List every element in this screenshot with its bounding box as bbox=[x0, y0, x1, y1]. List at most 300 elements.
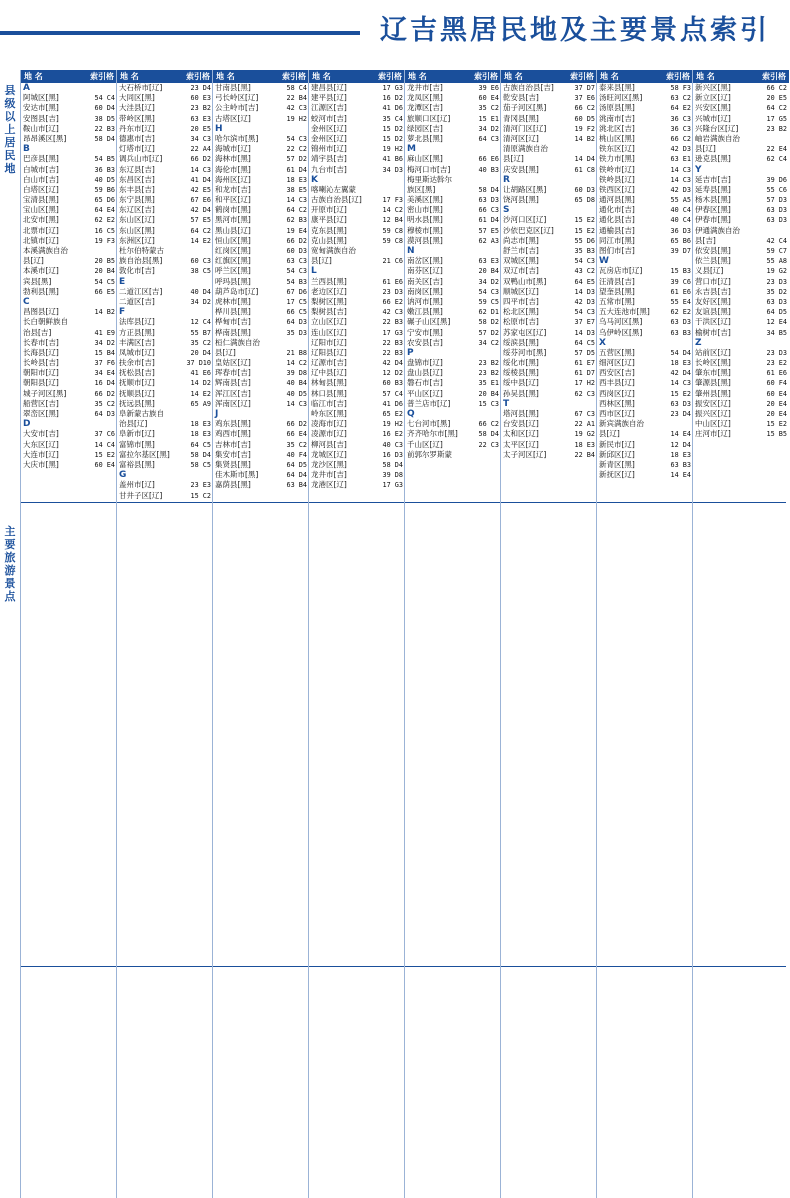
index-entry[interactable] bbox=[213, 256, 309, 266]
index-entry[interactable] bbox=[693, 328, 789, 338]
index-entry[interactable] bbox=[597, 470, 693, 480]
index-entry[interactable] bbox=[501, 124, 597, 134]
index-entry[interactable] bbox=[213, 378, 309, 388]
index-entry[interactable] bbox=[117, 297, 213, 307]
index-entry[interactable] bbox=[501, 195, 597, 205]
index-entry[interactable] bbox=[213, 93, 309, 103]
index-entry[interactable] bbox=[405, 419, 501, 429]
index-entry[interactable] bbox=[117, 165, 213, 175]
index-entry[interactable] bbox=[405, 440, 501, 450]
grid-reference: 62 C3 bbox=[574, 389, 595, 398]
index-entry[interactable] bbox=[213, 277, 309, 287]
grid-reference: 66 C5 bbox=[286, 308, 307, 317]
index-entry[interactable] bbox=[117, 154, 213, 164]
index-entry[interactable] bbox=[597, 246, 693, 256]
index-entry[interactable] bbox=[21, 368, 117, 378]
index-entry[interactable] bbox=[117, 399, 213, 409]
index-entry[interactable] bbox=[597, 440, 693, 450]
index-entry[interactable] bbox=[597, 165, 693, 175]
index-entry[interactable] bbox=[693, 185, 789, 195]
place-name: 富裕县[黑] bbox=[119, 459, 155, 469]
index-entry[interactable] bbox=[597, 378, 693, 388]
index-entry[interactable] bbox=[213, 338, 309, 348]
index-entry[interactable] bbox=[405, 338, 501, 348]
index-entry[interactable] bbox=[405, 185, 501, 195]
index-entry[interactable] bbox=[693, 134, 789, 144]
index-entry[interactable] bbox=[21, 409, 117, 419]
index-entry[interactable] bbox=[501, 114, 597, 124]
index-entry[interactable] bbox=[501, 236, 597, 246]
index-entry[interactable] bbox=[693, 205, 789, 215]
index-entry[interactable] bbox=[405, 124, 501, 134]
index-entry[interactable] bbox=[117, 215, 213, 225]
index-entry[interactable] bbox=[501, 287, 597, 297]
index-entry[interactable] bbox=[309, 317, 405, 327]
index-entry[interactable] bbox=[21, 103, 117, 113]
index-entry[interactable] bbox=[405, 154, 501, 164]
index-entry[interactable] bbox=[21, 185, 117, 195]
index-entry[interactable] bbox=[213, 215, 309, 225]
index-entry[interactable] bbox=[405, 358, 501, 368]
index-entry[interactable] bbox=[501, 134, 597, 144]
index-entry[interactable] bbox=[21, 338, 117, 348]
index-entry[interactable] bbox=[597, 215, 693, 225]
index-entry[interactable] bbox=[405, 236, 501, 246]
index-entry[interactable] bbox=[21, 93, 117, 103]
index-entry[interactable] bbox=[21, 256, 117, 266]
index-entry[interactable] bbox=[405, 368, 501, 378]
index-entry[interactable] bbox=[309, 205, 405, 215]
index-column bbox=[404, 70, 501, 1198]
index-entry[interactable] bbox=[597, 429, 693, 439]
index-entry[interactable] bbox=[309, 277, 405, 287]
index-entry[interactable] bbox=[21, 378, 117, 388]
index-entry[interactable] bbox=[597, 287, 693, 297]
index-entry[interactable] bbox=[21, 287, 117, 297]
index-entry[interactable] bbox=[405, 226, 501, 236]
index-entry[interactable] bbox=[501, 317, 597, 327]
index-entry[interactable] bbox=[597, 114, 693, 124]
index-entry[interactable] bbox=[117, 419, 213, 429]
index-entry[interactable] bbox=[309, 185, 405, 195]
index-entry[interactable] bbox=[501, 378, 597, 388]
index-entry[interactable] bbox=[693, 277, 789, 287]
index-entry[interactable] bbox=[693, 114, 789, 124]
index-entry[interactable] bbox=[693, 266, 789, 276]
index-entry[interactable] bbox=[21, 399, 117, 409]
index-entry[interactable] bbox=[309, 338, 405, 348]
index-entry[interactable] bbox=[117, 93, 213, 103]
index-entry[interactable] bbox=[21, 429, 117, 439]
index-entry[interactable] bbox=[693, 144, 789, 154]
index-entry[interactable] bbox=[21, 266, 117, 276]
index-entry[interactable] bbox=[693, 429, 789, 439]
index-entry[interactable] bbox=[405, 195, 501, 205]
index-entry[interactable] bbox=[693, 419, 789, 429]
index-entry[interactable] bbox=[309, 389, 405, 399]
index-entry[interactable] bbox=[501, 358, 597, 368]
index-entry[interactable] bbox=[693, 246, 789, 256]
index-entry[interactable] bbox=[693, 368, 789, 378]
index-entry[interactable] bbox=[213, 175, 309, 185]
index-entry[interactable] bbox=[693, 93, 789, 103]
index-entry[interactable] bbox=[21, 195, 117, 205]
index-entry[interactable] bbox=[21, 215, 117, 225]
index-entry[interactable] bbox=[405, 317, 501, 327]
index-entry[interactable] bbox=[21, 236, 117, 246]
index-entry[interactable] bbox=[405, 215, 501, 225]
index-entry[interactable] bbox=[501, 215, 597, 225]
index-entry[interactable] bbox=[405, 114, 501, 124]
index-entry[interactable] bbox=[597, 266, 693, 276]
index-entry[interactable] bbox=[117, 236, 213, 246]
index-entry[interactable] bbox=[21, 154, 117, 164]
index-entry[interactable] bbox=[213, 165, 309, 175]
grid-reference: 59 C8 bbox=[382, 236, 403, 245]
index-entry[interactable] bbox=[405, 175, 501, 185]
index-entry[interactable] bbox=[117, 83, 213, 93]
index-entry[interactable] bbox=[309, 460, 405, 470]
index-entry[interactable] bbox=[213, 389, 309, 399]
index-entry[interactable] bbox=[405, 83, 501, 93]
index-entry[interactable] bbox=[501, 246, 597, 256]
index-entry[interactable] bbox=[309, 358, 405, 368]
index-entry[interactable] bbox=[693, 317, 789, 327]
index-entry[interactable] bbox=[213, 399, 309, 409]
index-entry[interactable] bbox=[501, 429, 597, 439]
index-entry[interactable] bbox=[405, 287, 501, 297]
index-entry[interactable] bbox=[405, 256, 501, 266]
index-entry[interactable] bbox=[117, 450, 213, 460]
index-entry[interactable] bbox=[501, 409, 597, 419]
index-entry[interactable] bbox=[117, 328, 213, 338]
index-entry[interactable] bbox=[117, 124, 213, 134]
index-entry[interactable] bbox=[21, 277, 117, 287]
index-entry[interactable] bbox=[501, 389, 597, 399]
index-entry[interactable] bbox=[597, 368, 693, 378]
index-entry[interactable] bbox=[309, 328, 405, 338]
index-entry[interactable] bbox=[213, 470, 309, 480]
index-entry[interactable] bbox=[597, 195, 693, 205]
index-entry[interactable] bbox=[213, 328, 309, 338]
index-entry[interactable] bbox=[213, 83, 309, 93]
index-entry[interactable] bbox=[597, 103, 693, 113]
index-entry[interactable] bbox=[309, 378, 405, 388]
index-entry[interactable] bbox=[597, 399, 693, 409]
index-entry[interactable] bbox=[117, 348, 213, 358]
index-entry[interactable] bbox=[117, 491, 213, 501]
index-entry[interactable] bbox=[405, 307, 501, 317]
index-entry[interactable] bbox=[693, 348, 789, 358]
index-entry[interactable] bbox=[309, 83, 405, 93]
index-entry[interactable] bbox=[309, 215, 405, 225]
index-entry[interactable] bbox=[693, 175, 789, 185]
index-entry[interactable] bbox=[597, 93, 693, 103]
index-entry[interactable] bbox=[597, 144, 693, 154]
index-entry[interactable] bbox=[309, 256, 405, 266]
index-entry[interactable] bbox=[21, 328, 117, 338]
index-entry[interactable] bbox=[693, 195, 789, 205]
index-entry[interactable] bbox=[501, 450, 597, 460]
index-entry[interactable] bbox=[597, 307, 693, 317]
index-entry[interactable] bbox=[213, 307, 309, 317]
index-entry[interactable] bbox=[213, 205, 309, 215]
index-entry[interactable] bbox=[597, 328, 693, 338]
index-entry[interactable] bbox=[213, 480, 309, 490]
index-entry[interactable] bbox=[693, 287, 789, 297]
index-entry[interactable] bbox=[693, 409, 789, 419]
index-entry[interactable] bbox=[597, 419, 693, 429]
index-entry[interactable] bbox=[597, 277, 693, 287]
index-entry[interactable] bbox=[309, 368, 405, 378]
index-entry[interactable] bbox=[597, 134, 693, 144]
index-entry[interactable] bbox=[21, 358, 117, 368]
place-name: 台安县[辽] bbox=[503, 419, 539, 429]
index-entry[interactable] bbox=[213, 440, 309, 450]
index-entry[interactable] bbox=[21, 440, 117, 450]
index-entry[interactable] bbox=[117, 205, 213, 215]
index-entry[interactable] bbox=[309, 114, 405, 124]
index-entry[interactable] bbox=[213, 348, 309, 358]
index-entry[interactable] bbox=[405, 205, 501, 215]
index-entry[interactable] bbox=[693, 154, 789, 164]
index-entry[interactable] bbox=[117, 460, 213, 470]
index-entry[interactable] bbox=[501, 277, 597, 287]
index-entry[interactable] bbox=[117, 114, 213, 124]
index-entry[interactable] bbox=[117, 266, 213, 276]
index-entry[interactable] bbox=[213, 450, 309, 460]
index-entry[interactable] bbox=[213, 429, 309, 439]
index-entry[interactable] bbox=[309, 429, 405, 439]
index-entry[interactable] bbox=[21, 134, 117, 144]
index-entry[interactable] bbox=[597, 409, 693, 419]
index-entry[interactable] bbox=[309, 470, 405, 480]
index-entry[interactable] bbox=[405, 297, 501, 307]
index-entry[interactable] bbox=[117, 429, 213, 439]
index-entry[interactable] bbox=[117, 175, 213, 185]
index-entry[interactable] bbox=[597, 450, 693, 460]
index-entry[interactable] bbox=[309, 287, 405, 297]
index-entry[interactable] bbox=[693, 378, 789, 388]
index-entry[interactable] bbox=[501, 368, 597, 378]
grid-reference: 63 D3 bbox=[766, 206, 787, 215]
index-entry[interactable] bbox=[21, 389, 117, 399]
index-entry[interactable] bbox=[213, 358, 309, 368]
index-entry[interactable] bbox=[597, 124, 693, 134]
index-entry[interactable] bbox=[117, 256, 213, 266]
index-entry[interactable] bbox=[213, 226, 309, 236]
index-entry[interactable] bbox=[597, 389, 693, 399]
index-entry[interactable] bbox=[501, 307, 597, 317]
index-entry[interactable] bbox=[693, 226, 789, 236]
index-entry[interactable] bbox=[117, 368, 213, 378]
index-entry[interactable] bbox=[309, 226, 405, 236]
index-entry[interactable] bbox=[501, 256, 597, 266]
index-entry[interactable] bbox=[21, 124, 117, 134]
index-entry[interactable] bbox=[501, 328, 597, 338]
index-entry[interactable] bbox=[405, 134, 501, 144]
index-entry[interactable] bbox=[117, 440, 213, 450]
index-entry[interactable] bbox=[213, 144, 309, 154]
index-entry[interactable] bbox=[693, 236, 789, 246]
letter-heading: T bbox=[503, 398, 510, 409]
index-entry[interactable] bbox=[693, 215, 789, 225]
index-entry[interactable] bbox=[501, 103, 597, 113]
index-entry[interactable] bbox=[501, 419, 597, 429]
index-entry[interactable] bbox=[21, 307, 117, 317]
index-entry[interactable] bbox=[405, 165, 501, 175]
index-entry[interactable] bbox=[501, 440, 597, 450]
index-entry[interactable] bbox=[309, 124, 405, 134]
index-entry[interactable] bbox=[309, 419, 405, 429]
grid-reference: 63 B3 bbox=[670, 328, 691, 337]
index-entry[interactable] bbox=[309, 297, 405, 307]
index-entry[interactable] bbox=[597, 226, 693, 236]
index-entry[interactable] bbox=[117, 246, 213, 256]
index-entry[interactable] bbox=[405, 399, 501, 409]
index-entry[interactable] bbox=[501, 144, 597, 154]
index-rows bbox=[693, 83, 789, 440]
index-entry[interactable] bbox=[213, 246, 309, 256]
index-entry[interactable] bbox=[405, 93, 501, 103]
index-entry[interactable] bbox=[309, 134, 405, 144]
index-entry[interactable] bbox=[501, 93, 597, 103]
index-entry[interactable] bbox=[213, 195, 309, 205]
index-entry[interactable] bbox=[213, 134, 309, 144]
index-entry[interactable] bbox=[117, 389, 213, 399]
index-entry[interactable] bbox=[117, 185, 213, 195]
index-entry[interactable] bbox=[597, 185, 693, 195]
index-entry[interactable] bbox=[405, 103, 501, 113]
index-entry[interactable] bbox=[693, 297, 789, 307]
index-entry[interactable] bbox=[213, 266, 309, 276]
index-entry[interactable] bbox=[693, 83, 789, 93]
index-entry[interactable] bbox=[309, 440, 405, 450]
index-entry[interactable] bbox=[213, 287, 309, 297]
index-entry[interactable] bbox=[117, 480, 213, 490]
index-entry[interactable] bbox=[309, 236, 405, 246]
index-entry[interactable] bbox=[309, 348, 405, 358]
place-name: 甘南县[黑] bbox=[215, 83, 251, 92]
index-entry[interactable] bbox=[309, 399, 405, 409]
index-entry[interactable] bbox=[117, 287, 213, 297]
index-entry[interactable] bbox=[405, 429, 501, 439]
index-entry[interactable] bbox=[117, 134, 213, 144]
index-entry[interactable] bbox=[21, 348, 117, 358]
index-entry[interactable] bbox=[405, 328, 501, 338]
index-entry[interactable] bbox=[405, 378, 501, 388]
index-entry[interactable] bbox=[693, 389, 789, 399]
index-entry[interactable] bbox=[597, 236, 693, 246]
index-entry[interactable] bbox=[597, 348, 693, 358]
index-entry[interactable] bbox=[21, 246, 117, 256]
index-entry[interactable] bbox=[21, 114, 117, 124]
index-entry[interactable] bbox=[309, 409, 405, 419]
index-entry[interactable] bbox=[693, 358, 789, 368]
grid-reference: 36 C3 bbox=[670, 124, 691, 133]
index-entry[interactable] bbox=[309, 307, 405, 317]
index-entry[interactable] bbox=[21, 450, 117, 460]
index-entry[interactable] bbox=[501, 266, 597, 276]
index-entry[interactable] bbox=[597, 358, 693, 368]
index-entry[interactable] bbox=[693, 399, 789, 409]
index-entry[interactable] bbox=[597, 297, 693, 307]
index-entry[interactable] bbox=[501, 154, 597, 164]
grid-reference: 23 D3 bbox=[766, 348, 787, 357]
index-entry[interactable] bbox=[501, 297, 597, 307]
index-entry[interactable] bbox=[309, 195, 405, 205]
index-entry[interactable] bbox=[693, 307, 789, 317]
index-entry[interactable] bbox=[213, 297, 309, 307]
index-entry[interactable] bbox=[21, 205, 117, 215]
index-entry[interactable] bbox=[309, 103, 405, 113]
grid-reference: 34 C3 bbox=[190, 134, 211, 143]
index-entry[interactable] bbox=[501, 165, 597, 175]
index-entry[interactable] bbox=[213, 460, 309, 470]
index-entry[interactable] bbox=[213, 185, 309, 195]
index-entry[interactable] bbox=[213, 154, 309, 164]
index-entry[interactable] bbox=[501, 348, 597, 358]
index-entry[interactable] bbox=[597, 317, 693, 327]
index-entry[interactable] bbox=[21, 165, 117, 175]
index-entry[interactable] bbox=[597, 154, 693, 164]
index-entry[interactable] bbox=[309, 144, 405, 154]
index-entry[interactable] bbox=[117, 103, 213, 113]
index-entry[interactable] bbox=[309, 165, 405, 175]
index-entry[interactable] bbox=[597, 83, 693, 93]
index-entry[interactable] bbox=[405, 277, 501, 287]
index-entry[interactable] bbox=[405, 389, 501, 399]
index-entry[interactable] bbox=[309, 154, 405, 164]
index-entry[interactable] bbox=[117, 358, 213, 368]
index-entry[interactable] bbox=[597, 460, 693, 470]
index-entry[interactable] bbox=[213, 103, 309, 113]
index-entry[interactable] bbox=[21, 317, 117, 327]
index-entry[interactable] bbox=[405, 450, 501, 460]
index-entry[interactable] bbox=[213, 368, 309, 378]
index-entry[interactable] bbox=[117, 338, 213, 348]
index-entry[interactable] bbox=[213, 236, 309, 246]
index-entry[interactable] bbox=[501, 83, 597, 93]
index-entry[interactable] bbox=[309, 246, 405, 256]
index-entry[interactable] bbox=[213, 114, 309, 124]
index-entry[interactable] bbox=[213, 317, 309, 327]
index-entry[interactable] bbox=[693, 256, 789, 266]
index-entry[interactable] bbox=[21, 175, 117, 185]
index-entry[interactable] bbox=[117, 378, 213, 388]
index-entry[interactable] bbox=[597, 175, 693, 185]
index-entry[interactable] bbox=[309, 93, 405, 103]
index-entry[interactable] bbox=[501, 226, 597, 236]
index-entry[interactable] bbox=[117, 226, 213, 236]
index-entry[interactable] bbox=[597, 205, 693, 215]
index-entry[interactable] bbox=[501, 338, 597, 348]
index-entry[interactable] bbox=[117, 409, 213, 419]
index-entry[interactable] bbox=[21, 226, 117, 236]
index-entry[interactable] bbox=[117, 195, 213, 205]
index-entry[interactable] bbox=[309, 480, 405, 490]
place-name: 新兴区[黑] bbox=[695, 83, 731, 92]
index-entry[interactable] bbox=[213, 419, 309, 429]
index-entry[interactable] bbox=[309, 450, 405, 460]
index-entry[interactable] bbox=[117, 144, 213, 154]
index-entry[interactable] bbox=[693, 103, 789, 113]
index-entry[interactable] bbox=[117, 317, 213, 327]
index-entry[interactable] bbox=[693, 124, 789, 134]
index-entry[interactable] bbox=[501, 185, 597, 195]
index-entry[interactable] bbox=[405, 266, 501, 276]
index-entry[interactable] bbox=[21, 460, 117, 470]
